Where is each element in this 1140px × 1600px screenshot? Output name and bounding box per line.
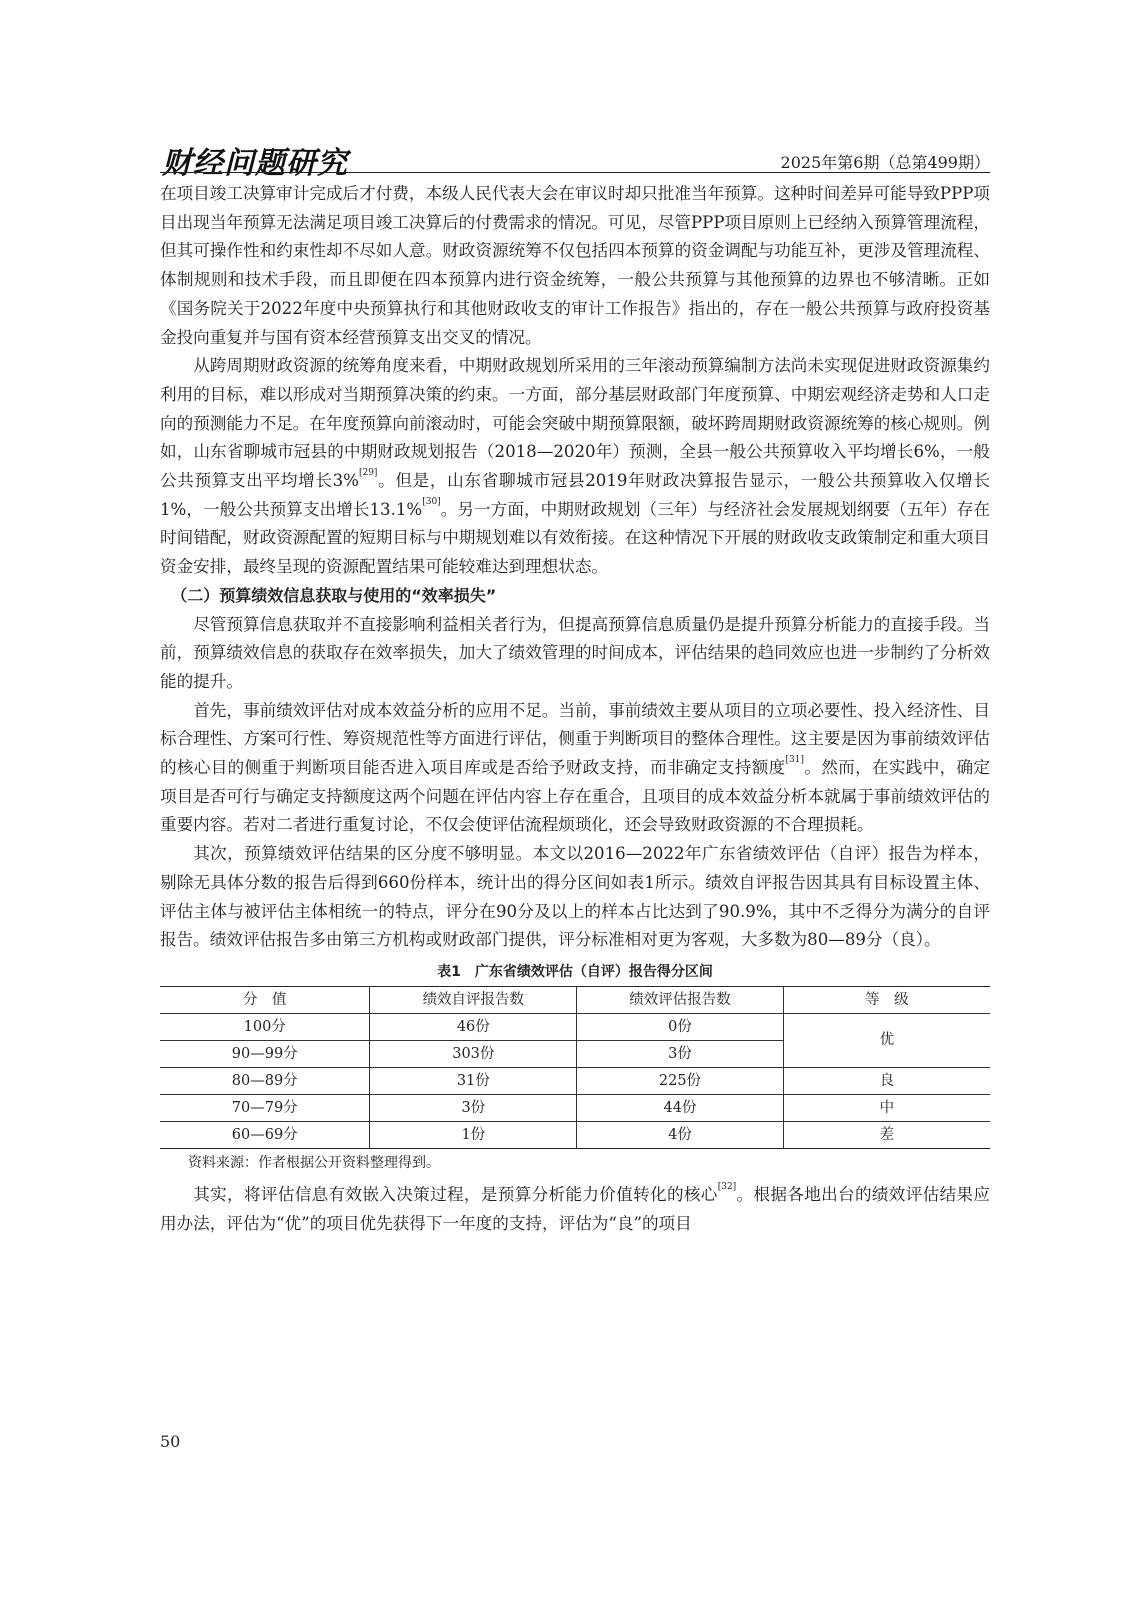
paragraph-6: [160, 1181, 990, 1238]
cell-score: 90—99分: [231, 1045, 298, 1062]
table-row: [160, 1013, 990, 1040]
paragraph-2: [160, 352, 990, 582]
table-row: [160, 1121, 990, 1148]
cell-eval: 0份: [577, 1013, 784, 1040]
paragraph-6-text-b: 。根据各地出台的绩效评估结果应用办法，评估为“优”的项目优先获得下一年度的支持，评估为“良”的项目: [160, 1184, 991, 1233]
paragraph-2-text-c: 。另一方面，中期财政规划（三年）与经济社会发展规划纲要（五年）存在时间错配，财政资源配置的短期目标与中期规划难以有效衔接。在这种情况下开展的财政收支政策制定和重大项目资金安排，最终呈现的资源配置结果可能较难达到理想状态。: [160, 499, 990, 577]
header-score: 分 值: [242, 991, 287, 1008]
table-caption: 表1 广东省绩效评估（自评）报告得分区间: [437, 963, 713, 980]
cell-score: 70—79分: [231, 1099, 298, 1116]
cell-grade: 良: [783, 1067, 990, 1094]
cell-grade: 差: [783, 1121, 990, 1148]
cell-self-eval: 46份: [370, 1013, 577, 1040]
table-source-note: 资料来源：作者根据公开资料整理得到。: [188, 1154, 440, 1171]
citation-29: [29]: [358, 468, 378, 479]
table-header-row: [160, 986, 990, 1013]
paragraph-2-text-b: 。但是，山东省聊城市冠县2019年财政决算报告显示，一般公共预算收入仅增长1%，一般公共预算支出增长13.1%: [160, 471, 990, 519]
cell-score: 100分: [243, 1018, 286, 1035]
section-heading: （二）预算绩效信息获取与使用的“效率损失”: [171, 585, 497, 605]
paragraph-3: 尽管预算信息获取并不直接影响利益相关者行为，但提高预算信息质量仍是提升预算分析能力的直接手段。当前，预算绩效信息的获取存在效率损失，加大了绩效管理的时间成本，评估结果的趋同效应也进一步制约了分析效能的提升。: [160, 614, 990, 691]
table-row: [160, 1067, 990, 1094]
journal-logo: 财经问题研究: [162, 146, 348, 181]
cell-eval: 44份: [577, 1094, 784, 1121]
cell-score: 60—69分: [231, 1126, 298, 1143]
header-divider: [160, 172, 990, 173]
cell-eval: 3份: [577, 1040, 784, 1067]
cell-grade-merged: 优: [783, 1013, 990, 1067]
paragraph-5: 其次，预算绩效评估结果的区分度不够明显。本文以2016—2022年广东省绩效评估（自评）报告为样本，剔除无具体分数的报告后得到660份样本，统计出的得分区间如表1所示。绩效自评报告因其具有目标设置主体、评估主体与被评估主体相统一的特点，评分在90分及以上的样本占比达到了90.9%，其中不乏得分为满分的自评报告。绩效评估报告多由第三方机构或财政部门提供，评分标准相对更为客观，大多数为80—89分（良）。: [160, 844, 990, 950]
citation-32: [32]: [717, 1181, 737, 1192]
header-self-eval-count: 绩效自评报告数: [370, 986, 577, 1013]
cell-self-eval: 31份: [370, 1067, 577, 1094]
cell-eval: 4份: [577, 1121, 784, 1148]
paragraph-1: 在项目竣工决算审计完成后才付费，本级人民代表大会在审议时却只批准当年预算。这种时间差异可能导致PPP项目出现当年预算无法满足项目竣工决算后的付费需求的情况。可见，尽管PPP项目原则上已经纳入预算管理流程，但其可操作性和约束性却不尽如人意。财政资源统筹不仅包括四本预算的资金调配与功能互补，更涉及管理流程、体制规则和技术手段，而且即便在四本预算内进行资金统筹，一般公共预算与其他预算的边界也不够清晰。正如《国务院关于2022年度中央预算执行和其他财政收支的审计工作报告》指出的，存在一般公共预算与政府投资基金投向重复并与国有资本经营预算支出交叉的情况。: [160, 184, 990, 347]
cell-self-eval: 303份: [370, 1040, 577, 1067]
cell-self-eval: 3份: [370, 1094, 577, 1121]
paragraph-4-text-a: 首先，事前绩效评估对成本效益分析的应用不足。当前，事前绩效主要从项目的立项必要性、投入经济性、目标合理性、方案可行性、筹资规范性等方面进行评估，侧重于判断项目的整体合理性。这主要是因为事前绩效评估的核心目的侧重于判断项目能否进入项目库或是否给予财政支持，而非确定支持额度: [160, 700, 990, 778]
cell-self-eval: 1份: [370, 1121, 577, 1148]
paragraph-4: [160, 697, 990, 841]
header-grade: 等 级: [783, 986, 990, 1013]
page-number: 50: [160, 1432, 181, 1451]
score-table: [160, 986, 990, 1149]
article-body: [160, 180, 990, 1238]
cell-score: 80—89分: [231, 1072, 298, 1089]
header-eval-count: 绩效评估报告数: [577, 986, 784, 1013]
paragraph-4-text-b: 。然而，在实践中，确定项目是否可行与确定支持额度这两个问题在评估内容上存在重合，且项目的成本效益分析本就属于事前绩效评估的重要内容。若对二者进行重复讨论，不仅会使评估流程烦琐化，还会导致财政资源的不合理损耗。: [160, 758, 991, 835]
paragraph-6-text-a: 其实，将评估信息有效嵌入决策过程，是预算分析能力价值转化的核心: [193, 1184, 718, 1204]
issue-label: 2025年第6期（总第499期）: [780, 153, 990, 172]
citation-30: [30]: [422, 496, 441, 507]
paragraph-2-text-a: 从跨周期财政资源的统筹角度来看，中期财政规划所采用的三年滚动预算编制方法尚未实现促进财政资源集约利用的目标，难以形成对当期预算决策的约束。一方面，部分基层财政部门年度预算、中期宏观经济走势和人口走向的预测能力不足。在年度预算向前滚动时，可能会突破中期预算限额，破坏跨周期财政资源统筹的核心规则。例如，山东省聊城市冠县的中期财政规划报告（2018—2020年）预测，全县一般公共预算收入平均增长6%，一般公共预算支出平均增长3%: [160, 356, 990, 491]
table-row: [160, 1094, 990, 1121]
citation-31: [31]: [785, 755, 805, 766]
cell-eval: 225份: [577, 1067, 784, 1094]
cell-grade: 中: [783, 1094, 990, 1121]
